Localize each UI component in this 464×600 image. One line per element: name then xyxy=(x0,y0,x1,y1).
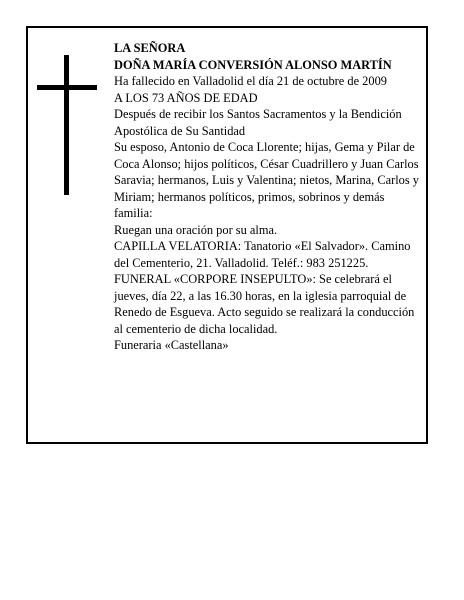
deceased-name: DOÑA MARÍA CONVERSIÓN ALONSO MARTÍN xyxy=(114,57,392,72)
funeral-home: Funeraria «Castellana» xyxy=(114,338,229,352)
death-statement: Ha fallecido en Valladolid el día 21 de octubre de 2009 xyxy=(114,74,387,88)
funeral-info: FUNERAL «CORPORE INSEPULTO»: Se celebrará el jueves, día 22, a las 16.30 horas, en la iglesia parroquial de Renedo de Esgueva. Acto seguido se realizará la conducción al cementerio de dicha localidad. xyxy=(114,272,415,336)
chapel-info: CAPILLA VELATORIA: Tanatorio «El Salvador». Camino del Cementerio, 21. Valladolid. Teléf.: 983 251225. xyxy=(114,239,411,270)
family-list: Su esposo, Antonio de Coca Llorente; hijas, Gema y Pilar de Coca Alonso; hijos políticos, César Cuadrillero y Juan Carlos Saravia; hermanos, Luis y Valentina; nietos, Marina, Carlos y Miriam; hermanos políticos, primos, sobrinos y demás familia: xyxy=(114,140,419,220)
obituary-text xyxy=(114,40,426,354)
sacraments-statement: Después de recibir los Santos Sacramentos y la Bendición Apostólica de Su Santidad xyxy=(114,107,402,138)
prayer-request: Ruegan una oración por su alma. xyxy=(114,222,278,237)
notice-title: LA SEÑORA xyxy=(114,41,186,55)
cross-vertical-bar xyxy=(64,55,69,195)
cross-horizontal-bar xyxy=(37,85,97,90)
age-statement: A LOS 73 AÑOS DE EDAD xyxy=(114,90,258,105)
